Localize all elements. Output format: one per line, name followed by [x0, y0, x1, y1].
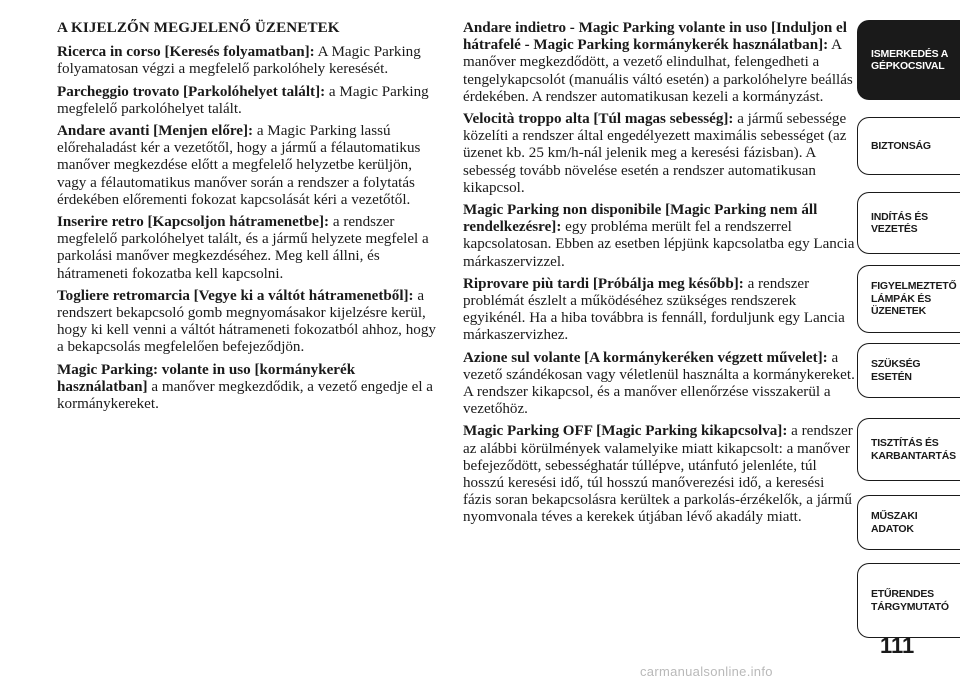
message-description: a jármű sebessége közelíti a rendszer által engedélyezett maximális sebességet (az üzenet kb. 25 km/h-nál jelenik meg a keresési fázisban). A sebesség tovább növelése esetén a rendszer automatikusan kikapcsol.: [463, 111, 847, 196]
message-term: Magic Parking OFF [Magic Parking kikapcsolva]:: [463, 423, 788, 440]
chapter-tab[interactable]: [857, 418, 960, 481]
message-term: Andare avanti [Menjen előre]:: [57, 123, 254, 140]
message-description: a Magic Parking lassú előrehaladást kér a vezetőtől, hogy a jármű a félautomatikus manőver megkezdése előtt a megfelelő helyzetbe kerüljön, vagy a félautomatikus manőver során a rendszer a folytatás érdekében előrementi fokozat kapcsolását kéri a vezetőtől.: [57, 123, 421, 208]
message-description: a Magic Parking megfelelő parkolóhelyet talált.: [57, 83, 429, 117]
message-entry: [57, 214, 443, 283]
section-heading: A KIJELZŐN MEGJELENŐ ÜZENETEK: [57, 20, 340, 36]
chapter-tab-label: BIZTONSÁG: [871, 139, 931, 152]
message-entry: [463, 350, 855, 419]
message-term: Inserire retro [Kapcsoljon hátramenetbe]:: [57, 214, 330, 231]
message-description: a rendszer az alábbi körülmények valamelyike miatt kikapcsolt: a manőver befejeződött, sebességhatár túllépve, utánfutó jelenléte, túl hosszú keresési idő, túl hosszú manőverezési idő, a keresési fázis soran bekapcsolásra kerültek a parkolás-érzékelők, a jármű nyomvonala téves a kerekek útjában lévő akadály miatt.: [463, 423, 853, 526]
chapter-tab[interactable]: [857, 117, 960, 175]
left-entries: [57, 44, 443, 413]
right-entries: [463, 20, 855, 527]
chapter-tab[interactable]: [857, 265, 960, 333]
chapter-tab-label: SZÜKSÉG ESETÉN: [871, 358, 921, 383]
chapter-tab-label: ISMERKEDÉS A GÉPKOCSIVAL: [871, 47, 948, 72]
message-description: A Magic Parking folyamatosan végzi a megfelelő parkolóhely keresését.: [57, 44, 421, 78]
message-term: Velocità troppo alta [Túl magas sebesség]:: [463, 111, 734, 128]
left-column: [57, 20, 443, 418]
message-term: Magic Parking non disponibile [Magic Parking nem áll rendelkezésre]:: [463, 202, 818, 236]
chapter-tab-label: MŰSZAKI ADATOK: [871, 510, 918, 535]
message-term: Magic Parking: volante in uso [kormánykerék használatban]: [57, 361, 356, 395]
message-description: a rendszer problémát észlelt a működéséhez szükséges rendszerek egyikénél. Ha a hiba továbbra is fennáll, forduljunk egy Lancia márkaszervizhez.: [463, 275, 845, 344]
message-entry: [463, 111, 855, 197]
message-term: Andare indietro - Magic Parking volante in uso [Induljon el hátrafelé - Magic Parking kormánykerék használatban]:: [463, 20, 847, 54]
right-column: [463, 20, 855, 532]
chapter-tab[interactable]: [857, 192, 960, 254]
message-entry: [463, 276, 855, 345]
message-entry: [57, 44, 443, 78]
message-entry: [463, 423, 855, 526]
message-description: a rendszert bekapcsoló gomb megnyomásakor kijelzésre kerül, hogy ki kell venni a váltót hátrameneti fokozatból ahhoz, hogy a bekapcsolás megfelelően befejeződjön.: [57, 287, 436, 356]
chapter-tab-label: TISZTÍTÁS ÉS KARBANTARTÁS: [871, 437, 956, 462]
chapter-tab[interactable]: [857, 343, 960, 398]
chapter-tab[interactable]: [857, 563, 960, 638]
chapter-tab-label: ETŰRENDES TÁRGYMUTATÓ: [871, 588, 949, 613]
message-description: a vezető szándékosan vagy véletlenül használta a kormánykereket. A rendszer kikapcsol, és a manőver ellenőrzése visszakerül a vezetőhöz.: [463, 349, 855, 418]
chapter-tab-label: FIGYELMEZTETŐ LÁMPÁK ÉS ÜZENETEK: [871, 280, 957, 318]
message-term: Riprovare più tardi [Próbálja meg később]:: [463, 275, 744, 292]
message-entry: [57, 84, 443, 118]
message-term: Parcheggio trovato [Parkolóhelyet talált]:: [57, 83, 326, 100]
message-description: egy probléma merült fel a rendszerrel kapcsolatosan. Ebben az esetben lépjünk kapcsolatba egy Lancia márkaszervizzel.: [463, 219, 855, 270]
chapter-tab[interactable]: [857, 20, 960, 100]
message-entry: [463, 20, 855, 106]
page-number: 111: [880, 633, 915, 658]
chapter-tab[interactable]: [857, 495, 960, 550]
message-entry: [57, 123, 443, 209]
message-description: A manőver megkezdődött, a vezető elindulhat, felengedheti a tengelykapcsolót (manuális váltó esetén) a parkolóhelyre beállás érdekében. A rendszer automatikusan kezeli a kormányzást.: [463, 37, 853, 105]
message-entry: [57, 362, 443, 414]
message-term: Ricerca in corso [Keresés folyamatban]:: [57, 44, 315, 61]
message-term: Azione sul volante [A kormánykeréken végzett művelet]:: [463, 349, 828, 366]
message-entry: [463, 202, 855, 271]
message-term: Togliere retromarcia [Vegye ki a váltót hátramenetből]:: [57, 287, 414, 304]
message-description: a rendszer megfelelő parkolóhelyet talált, és a jármű helyzete megfelel a parkolási manőver megkezdéséhez. Meg kell állni, és hátrameneti fokozatba kell kapcsolni.: [57, 214, 429, 282]
message-entry: [57, 288, 443, 357]
watermark: carmanualsonline.info: [640, 664, 773, 679]
chapter-tab-label: INDÍTÁS ÉS VEZETÉS: [871, 210, 928, 235]
message-description: a manőver megkezdődik, a vezető engedje el a kormánykereket.: [57, 378, 433, 413]
